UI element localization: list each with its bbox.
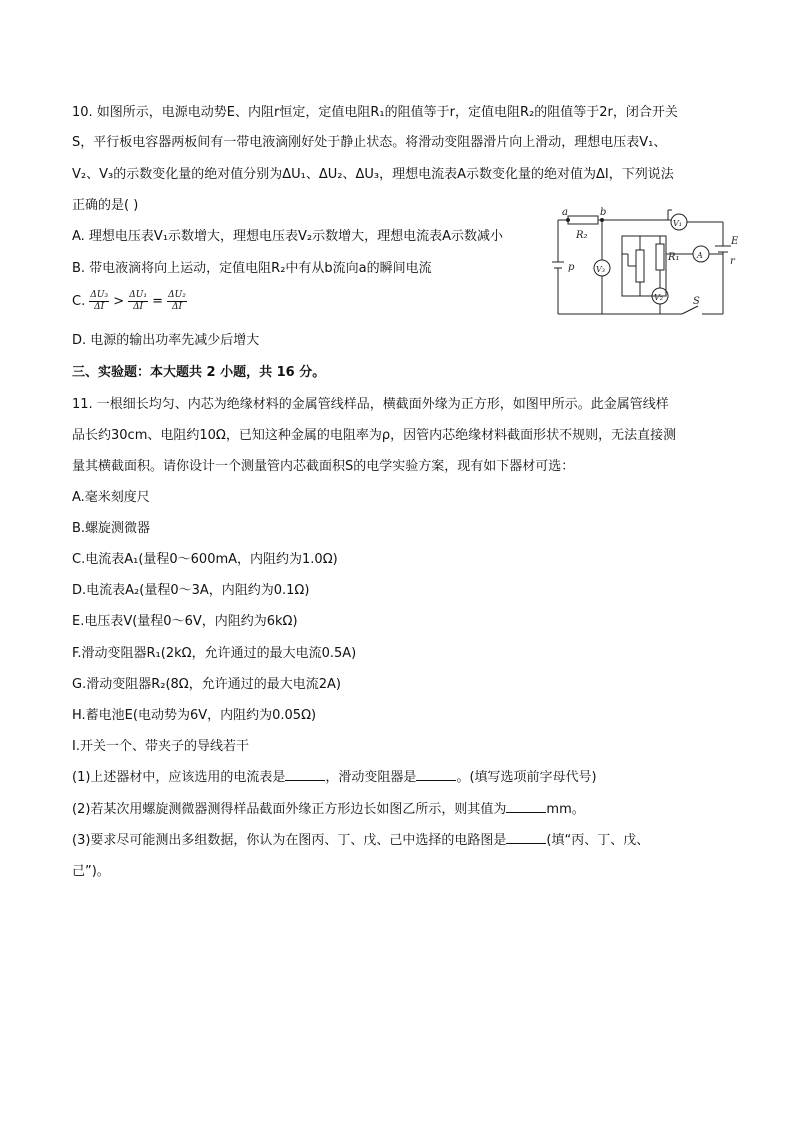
label-a: a bbox=[562, 207, 568, 218]
q11-sub-3-cont: 己”)。 bbox=[72, 864, 110, 879]
fraction-denominator: ΔI bbox=[94, 302, 105, 312]
q10-line-4: 正确的是( ) bbox=[72, 198, 139, 213]
label-ammeter: A bbox=[697, 251, 703, 260]
sub2-text-b: mm。 bbox=[546, 802, 585, 817]
answer-blank-circuit[interactable] bbox=[506, 831, 546, 844]
fraction-numerator: ΔU₂ bbox=[168, 290, 186, 300]
fraction-numerator: ΔU₁ bbox=[129, 290, 147, 300]
q11-line-3: 量其横截面积。请你设计一个测量管内芯截面积S的电学实验方案，现有如下器材可选： bbox=[72, 459, 575, 474]
q10-option-b: B. 带电液滴将向上运动，定值电阻R₂中有从b流向a的瞬间电流 bbox=[72, 261, 432, 276]
q10-line-1: 10. 如图所示，电源电动势E、内阻r恒定，定值电阻R₁的阻值等于r，定值电阻R₂的阻值等于2r，闭合开关 bbox=[72, 105, 678, 120]
equals-sign: = bbox=[152, 294, 163, 309]
label-e: E bbox=[731, 236, 739, 247]
q10-option-a: A. 理想电压表V₁示数增大，理想电压表V₂示数增大，理想电流表A示数减小 bbox=[72, 229, 504, 244]
fraction-du3-di bbox=[89, 290, 109, 313]
label-r1: R₁ bbox=[668, 252, 680, 263]
q11-item-d: D.电流表A₂(量程0～3A，内阻约为0.1Ω) bbox=[72, 583, 310, 598]
q11-item-f: F.滑动变阻器R₁(2kΩ，允许通过的最大电流0.5A) bbox=[72, 646, 357, 661]
fraction-denominator: ΔI bbox=[171, 302, 183, 312]
q11-line-2: 品长约30cm、电阻约10Ω，已知这种金属的电阻率为ρ，因管内芯绝缘材料截面形状不规则，无法直接测 bbox=[72, 428, 677, 443]
answer-blank-length[interactable] bbox=[506, 800, 546, 813]
q11-item-e: E.电压表V(量程0～6V，内阻约为6kΩ) bbox=[72, 614, 298, 629]
label-s: S bbox=[693, 296, 700, 307]
sub1-text-a: (1)上述器材中，应该选用的电流表是 bbox=[72, 770, 286, 785]
q11-item-c: C.电流表A₁(量程0～600mA，内阻约为1.0Ω) bbox=[72, 552, 338, 567]
fraction-du1-di bbox=[128, 290, 148, 313]
q10-option-d: D. 电源的输出功率先减少后增大 bbox=[72, 333, 260, 348]
q10-line-2: S，平行板电容器两板间有一带电液滴刚好处于静止状态。将滑动变阻器滑片向上滑动，理想电压表V₁、 bbox=[72, 135, 667, 150]
q11-sub-3 bbox=[72, 831, 649, 851]
q11-line-1: 11. 一根细长均匀、内芯为绝缘材料的金属管线样品，横截面外缘为正方形，如图甲所示。此金属管线样 bbox=[72, 397, 669, 412]
q10-option-c bbox=[72, 289, 187, 315]
q11-item-i: I.开关一个、带夹子的导线若干 bbox=[72, 739, 249, 754]
sub2-text-a: (2)若某次用螺旋测微器测得样品截面外缘正方形边长如图乙所示，则其值为 bbox=[72, 802, 507, 817]
label-r2: R₂ bbox=[576, 230, 588, 241]
label-r: r bbox=[730, 256, 735, 267]
option-c-prefix: C. bbox=[72, 294, 86, 309]
q11-item-g: G.滑动变阻器R₂(8Ω，允许通过的最大电流2A) bbox=[72, 677, 341, 692]
q11-item-b: B.螺旋测微器 bbox=[72, 521, 151, 536]
sub3-text-a: (3)要求尽可能测出多组数据，你认为在图丙、丁、戊、己中选择的电路图是 bbox=[72, 833, 507, 848]
label-v1: V₁ bbox=[673, 219, 682, 228]
section-3-heading: 三、实验题：本大题共 2 小题，共 16 分。 bbox=[72, 365, 326, 380]
greater-than-sign: > bbox=[113, 294, 125, 309]
q11-item-h: H.蓄电池E(电动势为6V，内阻约为0.05Ω) bbox=[72, 708, 317, 723]
q11-item-a: A.毫米刻度尺 bbox=[72, 490, 150, 505]
sub3-text-b: (填“丙、丁、戊、 bbox=[546, 833, 650, 848]
answer-blank-ammeter[interactable] bbox=[285, 768, 325, 781]
sub1-text-b: ，滑动变阻器是 bbox=[325, 770, 417, 785]
fraction-denominator: ΔI bbox=[133, 302, 144, 312]
sub1-text-c: 。(填写选项前字母代号) bbox=[456, 770, 597, 785]
q11-sub-1 bbox=[72, 768, 597, 788]
label-p: p bbox=[568, 262, 575, 273]
q11-sub-2 bbox=[72, 800, 585, 820]
label-v2: V₂ bbox=[654, 293, 663, 302]
q10-line-3: V₂、V₃的示数变化量的绝对值分别为ΔU₁、ΔU₂、ΔU₃，理想电流表A示数变化量的绝对值为ΔI，下列说法 bbox=[72, 167, 674, 182]
fraction-numerator: ΔU₃ bbox=[90, 290, 109, 300]
label-v3: V₃ bbox=[596, 265, 605, 274]
answer-blank-rheostat[interactable] bbox=[416, 768, 456, 781]
fraction-du2-di bbox=[167, 290, 187, 313]
circuit-diagram bbox=[548, 206, 744, 322]
label-b: b bbox=[600, 207, 607, 218]
